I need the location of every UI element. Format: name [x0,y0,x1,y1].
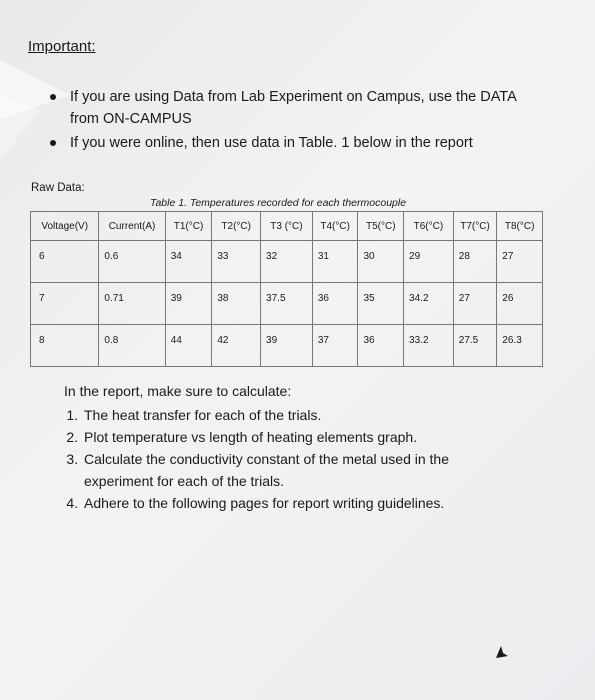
table-cell: 27 [497,241,543,283]
temperature-table [30,211,543,367]
instruction-text: If you were online, then use data in Table. 1 below in the report [70,135,473,151]
instruction-text: If you are using Data from Lab Experiment on Campus, use the DATA from ON-CAMPUS [70,89,516,127]
table-cell: 31 [312,241,358,283]
table-cell: 0.71 [99,283,165,325]
report-task-text: 2. Plot temperature vs length of heating elements graph. [84,429,418,445]
header-t3: T3 (°C) [261,212,313,241]
report-task-item [82,448,494,492]
header-t6: T6(°C) [404,212,454,241]
table-cell: 38 [212,283,261,325]
table-cell: 27.5 [453,325,497,367]
header-t7: T7(°C) [453,212,497,241]
table-cell: 26.3 [497,325,543,367]
table-cell: 32 [261,241,313,283]
table-cell: 37 [312,325,358,367]
report-task-text: 3. Calculate the conductivity constant of the metal used in the experiment for each of the trials. [84,451,449,489]
table-cell: 34 [165,241,212,283]
table-header-row [31,212,543,241]
table-cell: 29 [404,241,454,283]
table-row [31,283,543,325]
report-task-item [82,492,494,514]
header-t4: T4(°C) [312,212,358,241]
table-cell: 0.6 [99,241,165,283]
table-cell: 6 [31,241,99,283]
table-cell: 35 [358,283,404,325]
table-cell: 39 [261,325,313,367]
table-cell: 36 [312,283,358,325]
header-voltage: Voltage(V) [31,212,99,241]
table-row [31,241,543,283]
table-cell: 30 [358,241,404,283]
table-caption: Table 1. Temperatures recorded for each thermocouple [150,197,407,209]
instruction-item [48,86,540,130]
instruction-list [48,86,540,154]
table-cell: 44 [165,325,212,367]
important-heading: Important: [28,38,96,55]
header-t1: T1(°C) [165,212,212,241]
table-cell: 27 [453,283,497,325]
report-task-text: 1. The heat transfer for each of the trials. [84,407,322,423]
report-task-item [82,404,494,426]
report-task-text: 4. Adhere to the following pages for report writing guidelines. [84,495,445,511]
table-cell: 28 [453,241,497,283]
table-cell: 42 [212,325,261,367]
header-current: Current(A) [99,212,165,241]
report-task-list [64,404,494,514]
table-cell: 26 [497,283,543,325]
table-cell: 7 [31,283,99,325]
table-cell: 33.2 [404,325,454,367]
instruction-item [48,132,540,154]
header-t5: T5(°C) [358,212,404,241]
report-instructions [64,380,494,514]
table-cell: 8 [31,325,99,367]
report-intro: In the report, make sure to calculate: [64,383,292,399]
table-row [31,325,543,367]
table-cell: 0.8 [99,325,165,367]
header-t8: T8(°C) [497,212,543,241]
header-t2: T2(°C) [212,212,261,241]
report-task-item [82,426,494,448]
table-cell: 39 [165,283,212,325]
table-cell: 33 [212,241,261,283]
table-cell: 34.2 [404,283,454,325]
raw-data-label: Raw Data: [31,182,85,194]
arrow-cursor-icon [494,644,510,660]
table-cell: 36 [358,325,404,367]
table-cell: 37.5 [261,283,313,325]
